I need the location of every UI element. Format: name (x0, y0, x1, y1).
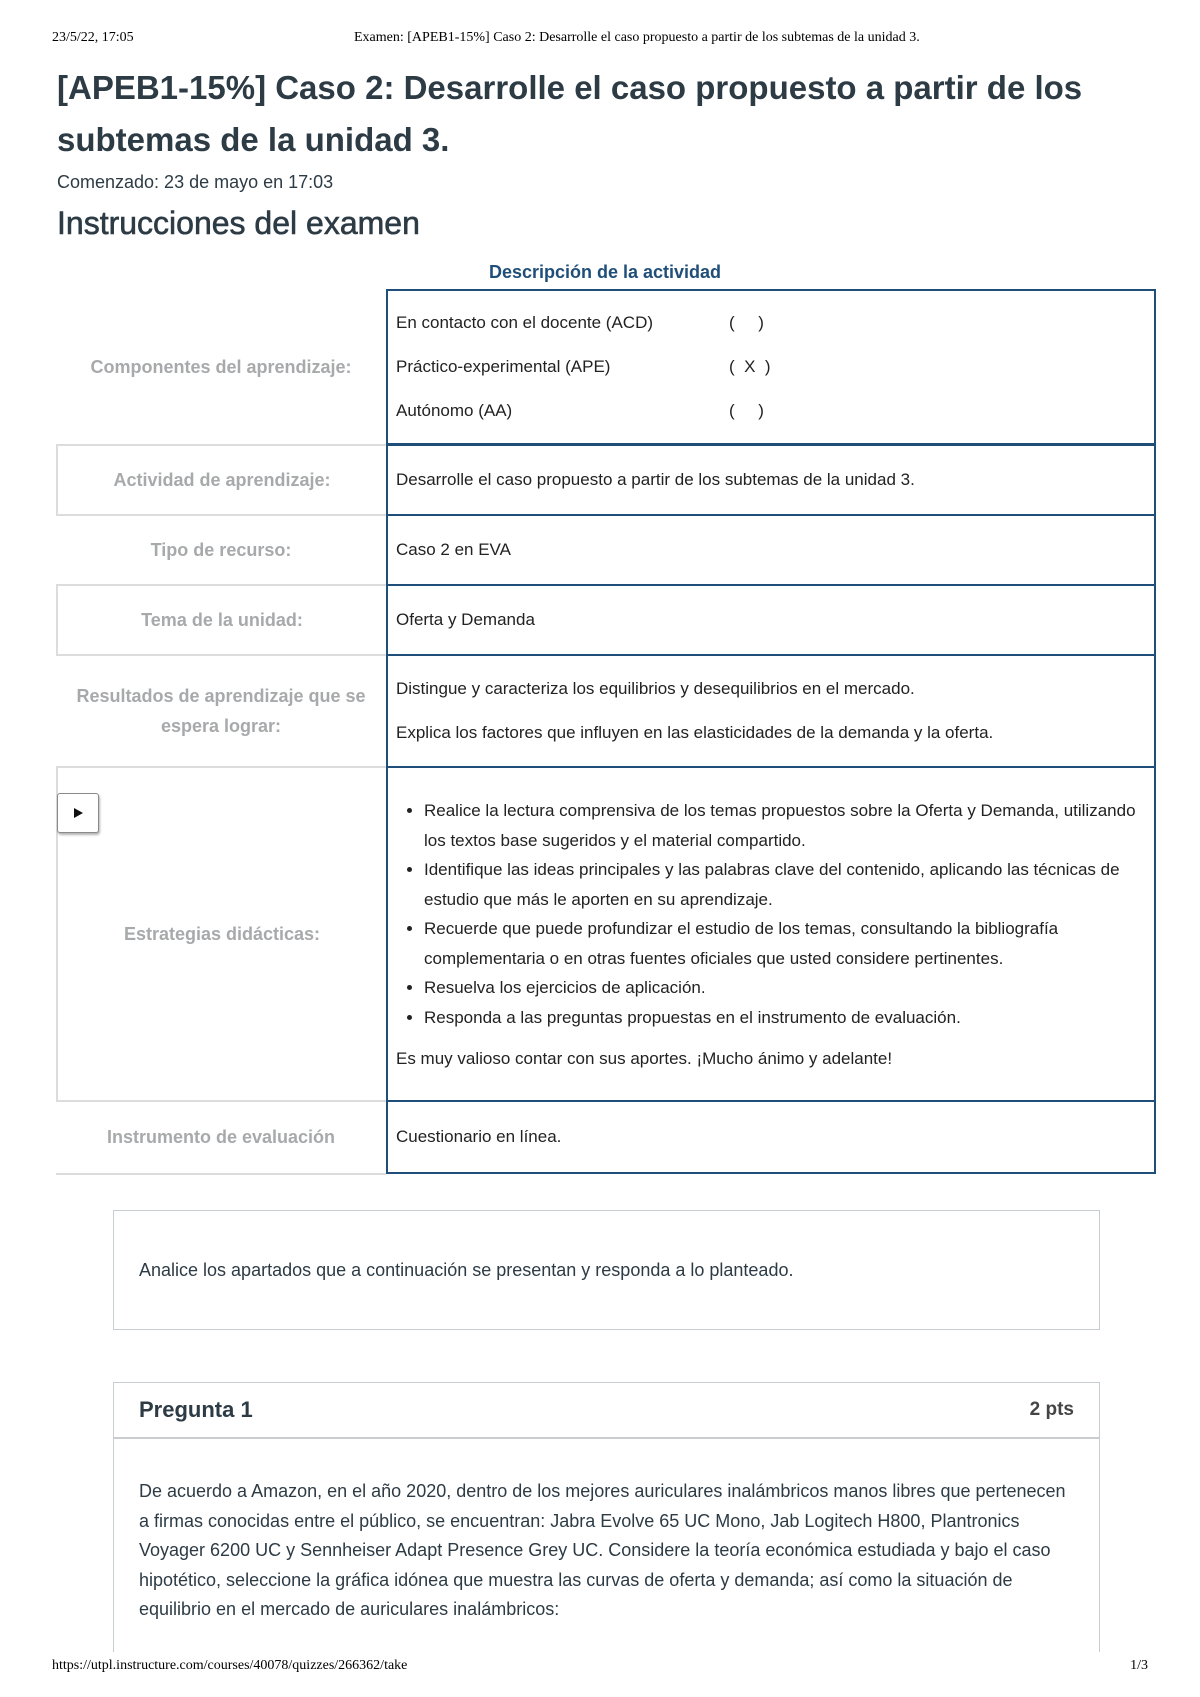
instructions-heading: Instrucciones del examen (57, 205, 420, 241)
component-mark: ( ) (729, 313, 764, 332)
row-value (386, 444, 1156, 516)
resource-value: Caso 2 en EVA (396, 540, 511, 559)
list-item: • Resuelva los ejercicios de aplicación. (424, 973, 1146, 1003)
table-bottom-rule (56, 1173, 386, 1175)
play-button[interactable] (57, 793, 99, 833)
row-label: Componentes del aprendizaje: (90, 357, 352, 377)
row-components (56, 289, 1156, 445)
results-list (386, 654, 1156, 768)
component-mark: ( ) (729, 401, 764, 420)
result-line: Explica los factores que influyen en las elasticidades de la demanda y la oferta. (396, 723, 994, 742)
page-number: 1/3 (1130, 1658, 1148, 1673)
list-item: • Realice la lectura comprensiva de los temas propuestos sobre la Oferta y Demanda, utilizando los textos base sugeridos y el material compartido. (424, 796, 1146, 855)
activity-value: Desarrolle el caso propuesto a partir de los subtemas de la unidad 3. (396, 470, 915, 489)
print-url: https://utpl.instructure.com/courses/40078/quizzes/266362/take (52, 1658, 408, 1673)
row-value (386, 1100, 1156, 1174)
row-label: Tema de la unidad: (56, 584, 386, 656)
strategies-closing: Es muy valioso contar con sus aportes. ¡Mucho ánimo y adelante! (396, 1049, 893, 1068)
result-line: Distingue y caracteriza los equilibrios y desequilibrios en el mercado. (396, 679, 915, 698)
intro-text: Analice los apartados que a continuación se presentan y responda a lo planteado. (139, 1259, 794, 1280)
row-resource (56, 514, 1156, 586)
row-strategies (56, 766, 1156, 1102)
question-points: 2 pts (1029, 1399, 1074, 1420)
topic-value: Oferta y Demanda (396, 610, 535, 629)
row-results (56, 654, 1156, 768)
list-item: • Recuerde que puede profundizar el estudio de los temas, consultando la bibliografía complementaria o en otras fuentes oficiales que usted considere pertinentes. (424, 914, 1146, 973)
row-value (386, 514, 1156, 586)
print-document-title: Examen: [APEB1-15%] Caso 2: Desarrolle el caso propuesto a partir de los subtemas de la unidad 3. (354, 30, 920, 45)
row-value (386, 584, 1156, 656)
row-label: Actividad de aprendizaje: (56, 444, 386, 516)
question-text: De acuerdo a Amazon, en el año 2020, dentro de los mejores auriculares inalámbricos manos libres que pertenecen a firmas conocidas entre el público, se encuentran: Jabra Evolve 65 UC Mono, Jab Logitech H800, Plantronics Voyager 6200 UC y Sennheiser Adapt Presence Grey UC. Considere la teoría económica estudiada y bajo el caso hipotético, seleccione la gráfica idónea que muestra las curvas de oferta y demanda; así como la situación de equilibrio en el mercado de auriculares inalámbricos: (139, 1481, 1066, 1619)
intro-text-box (113, 1210, 1100, 1330)
list-item: • Identifique las ideas principales y las palabras clave del contenido, aplicando las técnicas de estudio que más le aporten en su aprendizaje. (424, 855, 1146, 914)
row-label: Instrumento de evaluación (106, 1127, 336, 1147)
component-name: En contacto con el docente (ACD) (396, 313, 654, 332)
started-timestamp: Comenzado: 23 de mayo en 17:03 (57, 172, 334, 192)
component-item (396, 301, 1146, 345)
row-topic (56, 584, 1156, 656)
strategies-content (386, 766, 1156, 1102)
component-name: Autónomo (AA) (396, 401, 513, 420)
question-name: Pregunta 1 (139, 1397, 253, 1422)
activity-description-caption: Descripción de la actividad (488, 262, 722, 282)
component-mark: ( X ) (729, 357, 771, 376)
list-item: • Responda a las preguntas propuestas en el instrumento de evaluación. (424, 1003, 1146, 1033)
component-name: Práctico-experimental (APE) (396, 357, 611, 376)
component-item (396, 389, 1146, 433)
component-item (396, 345, 1146, 389)
row-label: Estrategias didácticas: (56, 766, 386, 1102)
strategies-list (396, 796, 1146, 1032)
play-icon (72, 807, 84, 819)
question-card (113, 1382, 1100, 1652)
row-label: Tipo de recurso: (150, 540, 292, 560)
question-header (114, 1383, 1099, 1439)
print-date: 23/5/22, 17:05 (52, 30, 134, 45)
quiz-title: [APEB1-15%] Caso 2: Desarrolle el caso propuesto a partir de los subtemas de la unidad 3. (57, 69, 1083, 158)
instrument-value: Cuestionario en línea. (396, 1127, 562, 1146)
components-list (386, 289, 1156, 445)
question-body (114, 1439, 1099, 1625)
row-activity (56, 444, 1156, 516)
row-instrument (56, 1100, 1156, 1174)
row-label: Resultados de aprendizaje que se espera lograr: (76, 686, 366, 736)
